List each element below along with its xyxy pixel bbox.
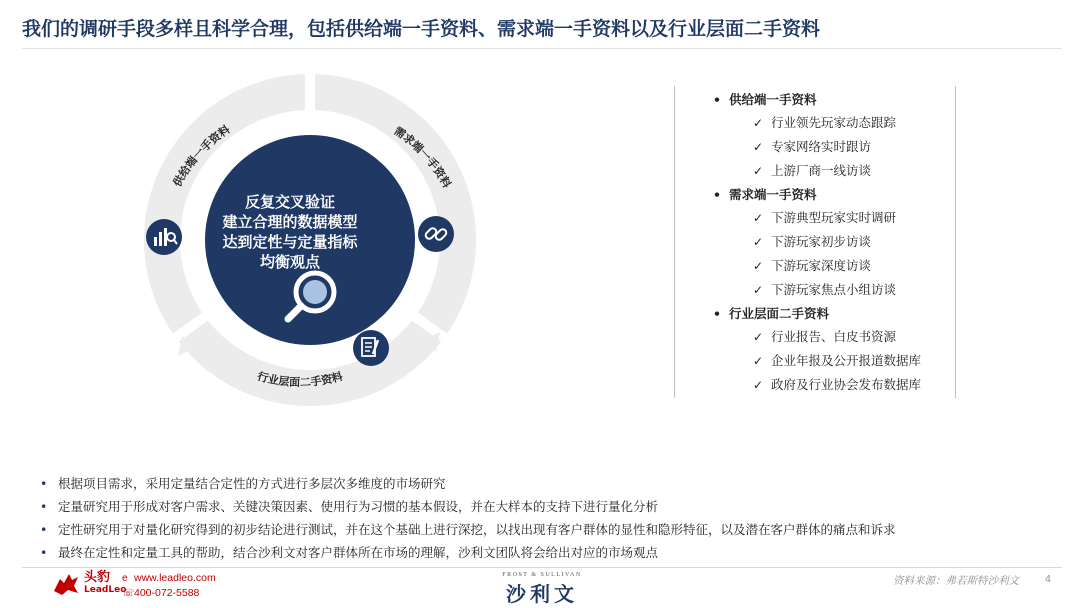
center-line: 建立合理的数据模型	[222, 213, 358, 231]
list-item: ✓ 下游典型玩家实时调研	[713, 206, 921, 230]
summary-bullets	[40, 472, 1040, 564]
leadleo-logo: 头豹 LeadLeo	[84, 570, 127, 595]
list-item: ✓ 行业报告、白皮书资源	[713, 325, 921, 349]
document-pen-icon	[353, 330, 389, 366]
chart-magnifier-icon	[146, 219, 182, 255]
list-item: ✓ 下游玩家焦点小组访谈	[713, 278, 921, 302]
check-icon: ✓	[753, 354, 764, 368]
center-statement	[200, 192, 380, 272]
footer-divider	[22, 567, 1062, 568]
center-line: 反复交叉验证	[244, 193, 335, 211]
source-list-panel	[674, 86, 956, 398]
frost-sullivan-logo: 沙利文	[506, 582, 578, 606]
list-item: ✓ 下游玩家初步访谈	[713, 230, 921, 254]
summary-bullet: • 定量研究用于形成对客户需求、关键决策因素、使用行为习惯的基本假设，并在大样本的支持下进行量化分析	[40, 499, 659, 514]
arc-label-demand: 需求端一手资料	[391, 124, 454, 191]
phone-icon: ☏	[122, 588, 135, 599]
group-title-industry: • 行业层面二手资料	[713, 306, 830, 321]
group-title-supply: • 供给端一手资料	[713, 92, 817, 107]
summary-bullet: • 定性研究用于对量化研究得到的初步结论进行测试，并在这个基础上进行深挖，以找出现有客户群体的显性和隐形特征，以及潜在客户群体的痛点和诉求	[40, 522, 896, 537]
check-icon: ✓	[753, 259, 764, 273]
check-icon: ✓	[753, 140, 764, 154]
arc-label-industry: 行业层面二手资料	[255, 369, 345, 390]
list-item: ✓ 专家网络实时跟访	[713, 135, 921, 159]
list-item: ✓ 行业领先玩家动态跟踪	[713, 111, 921, 135]
check-icon: ✓	[753, 211, 764, 225]
contact-info	[122, 571, 216, 601]
frost-sullivan-wordmark: FROST & SULLIVAN	[502, 572, 582, 578]
page-title: 我们的调研手段多样且科学合理，包括供给端一手资料、需求端一手资料以及行业层面二手资料	[22, 18, 821, 40]
arc-label-supply: 供给端一手资料	[170, 122, 233, 189]
center-line: 均衡观点	[259, 253, 320, 271]
page-number: 4	[1045, 573, 1051, 585]
website-link[interactable]: e www.leadleo.com	[122, 572, 216, 584]
web-icon: e	[122, 573, 128, 584]
list-item: ✓ 政府及行业协会发布数据库	[713, 373, 921, 397]
check-icon: ✓	[753, 164, 764, 178]
phone-number: ☏400-072-5588	[122, 587, 200, 599]
list-item: ✓ 上游厂商一线访谈	[713, 159, 921, 183]
summary-bullet: • 最终在定性和定量工具的帮助，结合沙利文对客户群体所在市场的理解，沙利文团队将会给出对应的市场观点	[40, 545, 659, 560]
check-icon: ✓	[753, 330, 764, 344]
check-icon: ✓	[753, 235, 764, 249]
center-line: 达到定性与定量指标	[222, 233, 358, 251]
leadleo-logo-icon	[52, 571, 80, 597]
title-divider	[22, 48, 1062, 49]
list-item: ✓ 企业年报及公开报道数据库	[713, 349, 921, 373]
source-note: 资料来源：弗若斯特沙利文	[893, 575, 1019, 587]
summary-bullet: • 根据项目需求，采用定量结合定性的方式进行多层次多维度的市场研究	[40, 476, 446, 491]
list-item: ✓ 下游玩家深度访谈	[713, 254, 921, 278]
check-icon: ✓	[753, 283, 764, 297]
link-icon	[418, 216, 454, 252]
check-icon: ✓	[753, 378, 764, 392]
group-title-demand: • 需求端一手资料	[713, 187, 817, 202]
check-icon: ✓	[753, 116, 764, 130]
